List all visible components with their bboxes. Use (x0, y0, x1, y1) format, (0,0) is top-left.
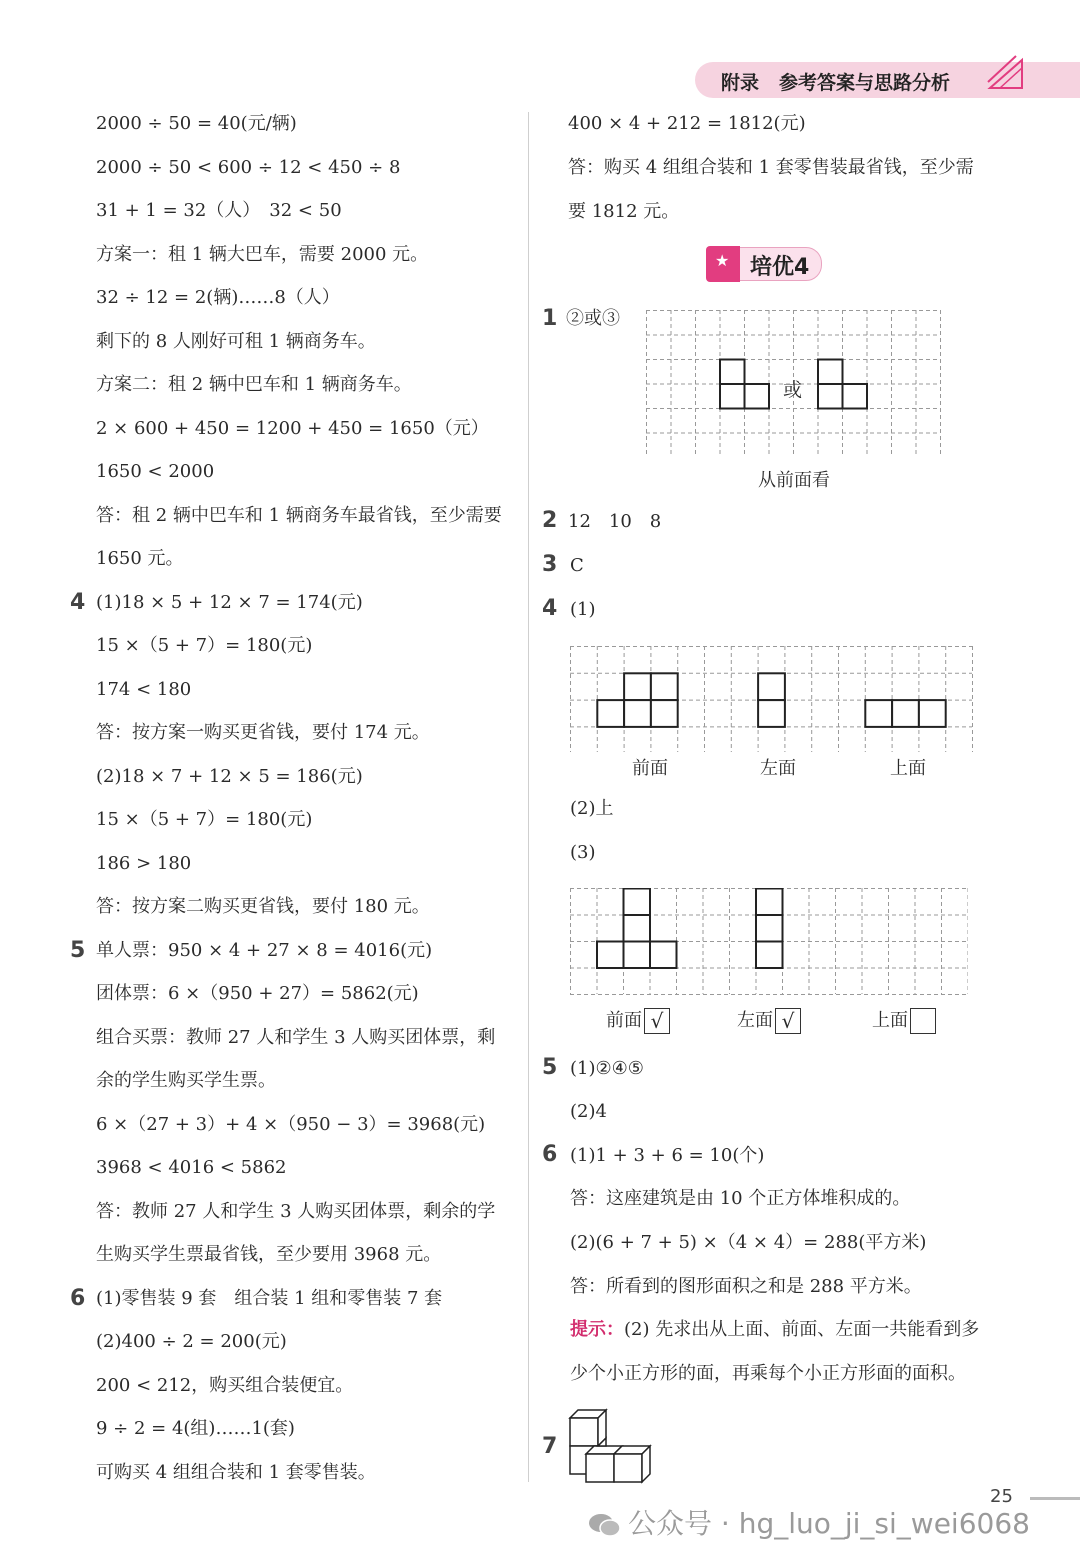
answer-line: 答：租 2 辆中巴车和 1 辆商务车最省钱，至少需要 (96, 505, 502, 526)
view-square (651, 700, 678, 727)
q5-part2: (2)4 (570, 1101, 607, 1122)
view-square (758, 700, 785, 727)
checkbox: √ (775, 1008, 801, 1034)
q6-line: (2)(6 + 7 + 5) ×（4 × 4）= 288(平方米) (570, 1232, 927, 1253)
answer-line: 剩下的 8 人刚好可租 1 辆商务车。 (96, 331, 376, 352)
q5-part1: (1)②④⑤ (570, 1058, 644, 1079)
star-icon: ★ (715, 251, 730, 270)
q4-caption-top: 上面 (890, 758, 926, 779)
answer-line: 200 < 212，购买组合装便宜。 (96, 1375, 354, 1396)
answer-line: (1)18 × 5 + 12 × 7 = 174(元) (96, 592, 363, 613)
section-badge (706, 246, 822, 282)
answer-line: 400 × 4 + 212 = 1812(元) (568, 113, 806, 134)
q4-option-front (606, 1006, 670, 1034)
answer-line: 答：按方案二购买更省钱，要付 180 元。 (96, 896, 430, 917)
question-number: 5 (70, 938, 86, 963)
page-header (695, 62, 1080, 98)
watermark-text: 公众号 · hg_luo_ji_si_wei6068 (628, 1507, 1030, 1540)
answer-line: 组合买票：教师 27 人和学生 3 人购买团体票，剩 (96, 1027, 496, 1048)
answer-line: 15 ×（5 + 7）= 180(元) (96, 635, 313, 656)
view-square (745, 384, 770, 409)
tip-label: 提示： (570, 1319, 624, 1340)
option-label: 上面 (872, 1010, 908, 1031)
page-number: 25 (990, 1486, 1013, 1507)
answer-line: 2 × 600 + 450 = 1200 + 450 = 1650（元） (96, 418, 489, 439)
view-square (892, 700, 919, 727)
header-section: 附录 (721, 72, 760, 94)
view-square (651, 673, 678, 700)
question-number: 1 (542, 306, 558, 331)
q2-answer: 12 10 8 (568, 511, 662, 532)
q6-tip (570, 1319, 979, 1341)
q1-caption: 从前面看 (758, 470, 830, 491)
answer-line: 31 + 1 = 32（人） 32 < 50 (96, 200, 342, 221)
answer-line: (1)零售装 9 套 组合装 1 组和零售装 7 套 (96, 1288, 443, 1309)
view-square (624, 889, 651, 916)
q3-answer: C (570, 555, 584, 576)
option-label: 前面 (606, 1010, 642, 1031)
view-square (720, 360, 745, 385)
page-rule (1030, 1497, 1080, 1500)
view-square (919, 700, 946, 727)
q4-part1: (1) (570, 599, 596, 620)
question-number: 6 (542, 1142, 558, 1167)
checkbox (910, 1008, 936, 1034)
q1-or-label: 或 (783, 379, 803, 401)
question-number: 5 (542, 1055, 558, 1080)
ruler-triangle-icon (986, 54, 1028, 96)
answer-line: 生购买学生票最省钱，至少要用 3968 元。 (96, 1244, 442, 1265)
question-number: 4 (542, 596, 558, 621)
q4-caption-front: 前面 (632, 758, 668, 779)
q4-views-figure (570, 646, 974, 752)
question-number: 4 (70, 590, 86, 615)
answer-line: 2000 ÷ 50 = 40(元/辆) (96, 113, 297, 134)
view-square (865, 700, 892, 727)
answer-line: 答：教师 27 人和学生 3 人购买团体票，剩余的学 (96, 1201, 496, 1222)
view-square (758, 673, 785, 700)
answer-line: (2)18 × 7 + 12 × 5 = 186(元) (96, 766, 363, 787)
view-square (597, 700, 624, 727)
header-title: 参考答案与思路分析 (779, 72, 951, 94)
answer-line: 15 ×（5 + 7）= 180(元) (96, 809, 313, 830)
view-square (818, 384, 843, 409)
answer-line: 1650 < 2000 (96, 461, 215, 482)
answer-line: 方案二：租 2 辆中巴车和 1 辆商务车。 (96, 374, 412, 395)
wechat-icon (588, 1512, 622, 1538)
q7-cube-figure (566, 1408, 666, 1484)
q1-answer: ②或③ (566, 308, 620, 329)
q6-line: (1)1 + 3 + 6 = 10(个) (570, 1145, 765, 1166)
answer-line: 2000 ÷ 50 < 600 ÷ 12 < 450 ÷ 8 (96, 157, 401, 178)
view-square (624, 700, 651, 727)
view-square (818, 360, 843, 385)
view-square (843, 384, 868, 409)
question-number: 3 (542, 552, 558, 577)
answer-line: 32 ÷ 12 = 2(辆)……8（人） (96, 287, 340, 308)
answer-line: 174 < 180 (96, 679, 192, 700)
answer-line: 答：按方案一购买更省钱，要付 174 元。 (96, 722, 430, 743)
answer-line: 余的学生购买学生票。 (96, 1070, 276, 1091)
question-number: 6 (70, 1286, 86, 1311)
answer-line: 方案一：租 1 辆大巴车，需要 2000 元。 (96, 244, 429, 265)
tip-text: (2) 先求出从上面、前面、左面一共能看到多 (624, 1319, 980, 1340)
q6-tip-cont: 少个小正方形的面，再乘每个小正方形面的面积。 (570, 1363, 966, 1384)
column-divider (528, 112, 529, 1482)
view-square (756, 889, 783, 916)
view-square (624, 942, 651, 969)
badge-label: 培优4 (750, 255, 810, 280)
view-square (720, 384, 745, 409)
view-square (624, 915, 651, 942)
answer-line: 9 ÷ 2 = 4(组)……1(套) (96, 1418, 295, 1439)
q4-option-left (737, 1006, 801, 1034)
q4-caption-left: 左面 (760, 758, 796, 779)
option-label: 左面 (737, 1010, 773, 1031)
answer-line: 186 > 180 (96, 853, 192, 874)
q4-select-figure (570, 888, 968, 996)
answer-line: 3968 < 4016 < 5862 (96, 1157, 287, 1178)
answer-line: 要 1812 元。 (568, 201, 680, 222)
answer-line: 答：购买 4 组组合装和 1 套零售装最省钱，至少需 (568, 157, 974, 178)
answer-line: 团体票：6 ×（950 + 27）= 5862(元) (96, 983, 419, 1004)
view-square (650, 942, 677, 969)
q4-part2: (2)上 (570, 798, 614, 819)
question-number: 7 (542, 1434, 558, 1459)
answer-line: 可购买 4 组组合装和 1 套零售装。 (96, 1462, 376, 1483)
header-text (721, 68, 950, 95)
view-square (756, 942, 783, 969)
answer-line: 1650 元。 (96, 548, 184, 569)
answer-line: 单人票：950 × 4 + 27 × 8 = 4016(元) (96, 940, 433, 961)
q4-part3: (3) (570, 842, 596, 863)
question-number: 2 (542, 508, 558, 533)
checkbox: √ (644, 1008, 670, 1034)
view-square (597, 942, 624, 969)
q6-line: 答：所看到的图形面积之和是 288 平方米。 (570, 1276, 922, 1297)
q6-line: 答：这座建筑是由 10 个正方体堆积成的。 (570, 1188, 911, 1209)
answer-line: 6 ×（27 + 3）+ 4 ×（950 − 3）= 3968(元) (96, 1114, 486, 1135)
view-square (756, 915, 783, 942)
answer-line: (2)400 ÷ 2 = 200(元) (96, 1331, 287, 1352)
q4-option-top (872, 1006, 936, 1034)
view-square (624, 673, 651, 700)
watermark (588, 1502, 1030, 1542)
